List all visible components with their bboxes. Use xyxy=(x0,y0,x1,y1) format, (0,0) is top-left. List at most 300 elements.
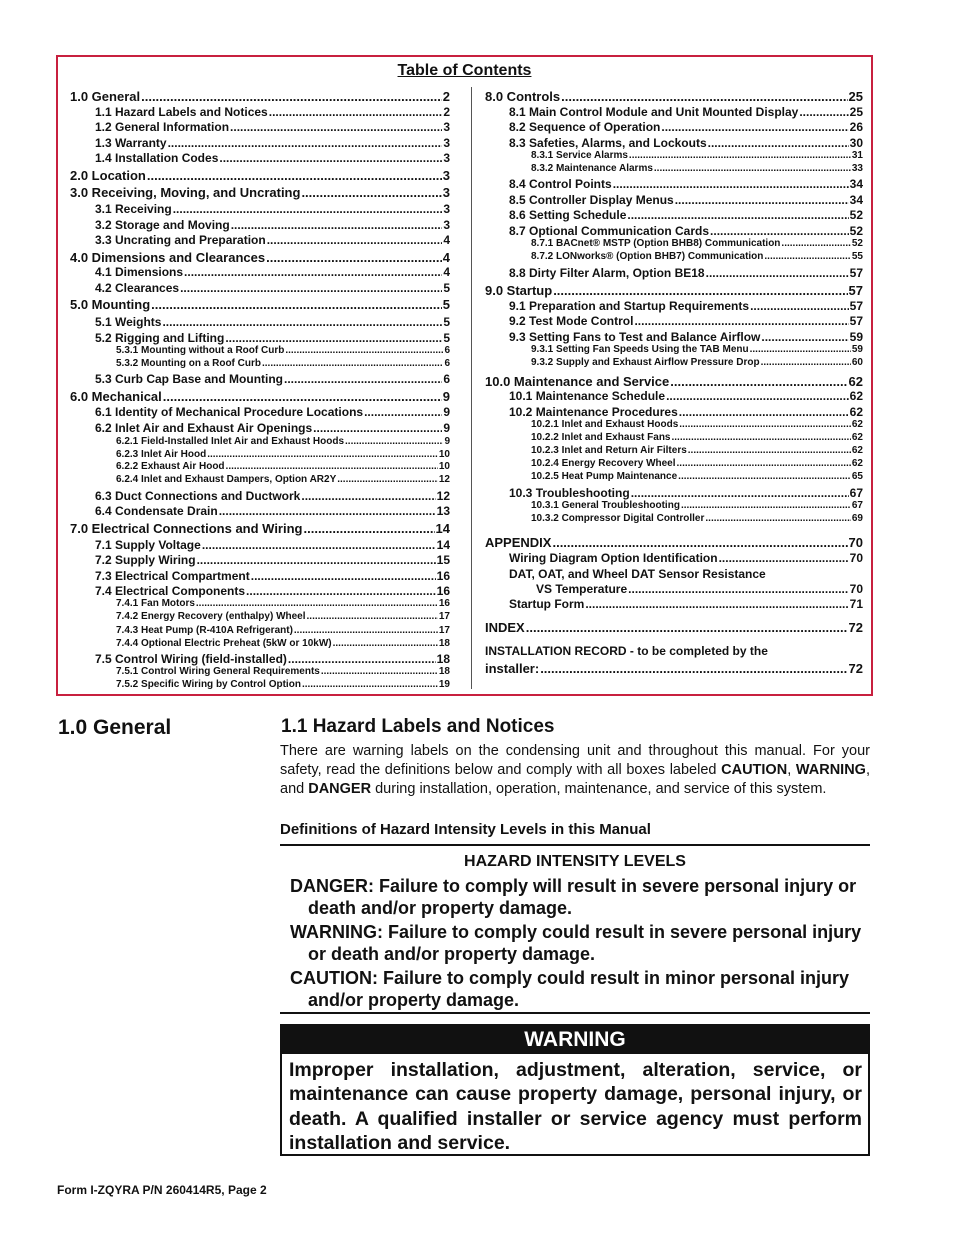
toc-entry-page: 5 xyxy=(443,331,450,345)
toc-entry-page: 26 xyxy=(849,120,863,134)
toc-leader-dots xyxy=(679,419,851,430)
toc-entry-title: 9.3 Setting Fans to Test and Balance Airflow xyxy=(509,330,761,344)
toc-entry-page: 10 xyxy=(438,449,450,460)
toc-entry-page: 60 xyxy=(851,357,863,368)
toc-entry-page: 2 xyxy=(443,105,450,119)
toc-entry-page: 55 xyxy=(851,251,863,262)
toc-entry[interactable] xyxy=(531,471,863,482)
toc-entry[interactable] xyxy=(95,265,450,279)
toc-leader-dots xyxy=(225,331,442,345)
toc-entry-page: 67 xyxy=(851,500,863,511)
toc-entry[interactable] xyxy=(95,538,450,552)
toc-entry[interactable] xyxy=(509,193,863,207)
toc-entry-page: 3 xyxy=(443,202,450,216)
toc-entry-title: 3.2 Storage and Moving xyxy=(95,218,230,232)
toc-entry-title: 10.2.4 Energy Recovery Wheel xyxy=(531,458,676,469)
toc-leader-dots xyxy=(180,281,442,295)
toc-entry-title: 9.3.2 Supply and Exhaust Airflow Pressure Drop xyxy=(531,357,760,368)
toc-entry-title: 9.0 Startup xyxy=(485,283,553,298)
toc-entry-page: 12 xyxy=(438,474,450,485)
toc-entry[interactable] xyxy=(70,185,450,200)
toc-entry-page: 52 xyxy=(849,224,863,238)
toc-leader-dots xyxy=(262,358,443,369)
toc-entry[interactable] xyxy=(95,281,450,295)
toc-entry-title: Wiring Diagram Option Identification xyxy=(509,551,718,565)
toc-entry[interactable] xyxy=(116,598,450,609)
toc-entry-title: 8.7.1 BACnet® MSTP (Option BHB8) Communication xyxy=(531,238,781,249)
toc-entry[interactable] xyxy=(509,330,863,344)
toc-leader-dots xyxy=(231,218,443,232)
caution-term: CAUTION xyxy=(721,762,788,778)
toc-entry-page: 3 xyxy=(443,151,450,165)
toc-leader-dots xyxy=(761,357,851,368)
toc-entry-title: 6.2.1 Field-Installed Inlet Air and Exhaust Hoods xyxy=(116,436,345,447)
toc-leader-dots xyxy=(230,120,442,134)
toc-entry[interactable]: INSTALLATION RECORD - to be completed by the xyxy=(485,644,768,658)
toc-leader-dots xyxy=(688,445,851,456)
toc-entry-page: 3 xyxy=(443,218,450,232)
toc-entry-page: 33 xyxy=(851,163,863,174)
toc-entry-title: 8.7.2 LONworks® (Option BHB7) Communication xyxy=(531,251,764,262)
toc-entry-page: 9 xyxy=(443,405,450,419)
toc-leader-dots xyxy=(750,344,851,355)
toc-entry-page: 72 xyxy=(848,661,863,676)
toc-leader-dots xyxy=(202,538,436,552)
toc-entry-page: 62 xyxy=(849,405,863,419)
toc-entry-title: 1.0 General xyxy=(70,89,141,104)
toc-entry-page: 9 xyxy=(442,389,450,404)
toc-leader-dots xyxy=(163,389,442,404)
toc-entry[interactable] xyxy=(531,458,863,469)
toc-entry[interactable] xyxy=(95,331,450,345)
toc-entry[interactable] xyxy=(95,120,450,134)
toc-entry[interactable] xyxy=(95,504,450,518)
toc-entry-page: 4 xyxy=(442,250,450,265)
toc-leader-dots xyxy=(627,208,848,222)
toc-leader-dots xyxy=(705,513,850,524)
warning-text: Improper installation, adjustment, alteration, service, or maintenance can cause property damage, personal injury, or death. A qualified installer or service agency must perform installation and service. xyxy=(289,1059,862,1154)
toc-entry[interactable] xyxy=(95,553,450,567)
toc-entry-title: 1.1 Hazard Labels and Notices xyxy=(95,105,268,119)
toc-leader-dots xyxy=(675,193,849,207)
toc-entry[interactable] xyxy=(509,597,863,611)
toc-entry[interactable] xyxy=(95,489,450,503)
toc-entry[interactable] xyxy=(531,513,863,524)
toc-entry[interactable] xyxy=(509,314,863,328)
toc-entry-title: 3.1 Receiving xyxy=(95,202,172,216)
toc-leader-dots xyxy=(666,389,849,403)
toc-entry[interactable] xyxy=(116,638,450,649)
toc-entry-page: 25 xyxy=(848,89,863,104)
toc-leader-dots xyxy=(168,136,443,150)
toc-entry[interactable] xyxy=(531,344,863,355)
toc-leader-dots xyxy=(585,597,848,611)
toc-entry[interactable] xyxy=(531,419,863,430)
toc-leader-dots xyxy=(219,151,442,165)
toc-entry-page: 17 xyxy=(438,611,450,622)
toc-entry-page: 70 xyxy=(849,582,863,596)
toc-entry-title: 4.1 Dimensions xyxy=(95,265,184,279)
toc-leader-dots xyxy=(219,504,436,518)
toc-entry-title: 9.3.1 Setting Fan Speeds Using the TAB Menu xyxy=(531,344,749,355)
toc-entry-title: 1.3 Warranty xyxy=(95,136,167,150)
intro-text: during installation, operation, maintenance, and service of this system. xyxy=(371,781,827,797)
toc-leader-dots xyxy=(750,299,849,313)
toc-entry-title: INDEX xyxy=(485,620,525,635)
toc-entry[interactable] xyxy=(70,250,450,265)
toc-entry-page: 3 xyxy=(443,120,450,134)
toc-entry-title: 8.5 Controller Display Menus xyxy=(509,193,674,207)
toc-entry[interactable] xyxy=(116,449,450,460)
toc-entry-page: 5 xyxy=(443,315,450,329)
toc-leader-dots xyxy=(173,202,443,216)
toc-entry[interactable] xyxy=(95,136,450,150)
toc-entry-page: 34 xyxy=(849,177,863,191)
toc-entry-title: 6.0 Mechanical xyxy=(70,389,162,404)
toc-leader-dots xyxy=(307,611,438,622)
toc-entry[interactable] xyxy=(116,611,450,622)
toc-entry[interactable] xyxy=(509,389,863,403)
toc-entry[interactable] xyxy=(95,202,450,216)
toc-entry-title: 6.4 Condensate Drain xyxy=(95,504,218,518)
toc-entry[interactable] xyxy=(531,163,863,174)
warning-box xyxy=(280,1024,870,1156)
toc-leader-dots xyxy=(561,89,847,104)
toc-entry-title: 7.3 Electrical Compartment xyxy=(95,569,250,583)
toc-entry[interactable] xyxy=(531,445,863,456)
toc-entry-page: 59 xyxy=(851,344,863,355)
toc-entry[interactable] xyxy=(95,218,450,232)
toc-entry[interactable] xyxy=(509,120,863,134)
toc-entry[interactable] xyxy=(509,177,863,191)
toc-entry-title: 3.0 Receiving, Moving, and Uncrating xyxy=(70,185,301,200)
toc-entry-page: 19 xyxy=(438,679,450,690)
toc-leader-dots xyxy=(313,421,442,435)
toc-entry[interactable] xyxy=(116,679,450,690)
toc-entry-page: 69 xyxy=(851,513,863,524)
toc-entry-page: 70 xyxy=(848,535,863,550)
toc-entry-title: 7.5.1 Control Wiring General Requirements xyxy=(116,666,320,677)
toc-leader-dots xyxy=(162,315,442,329)
toc-entry-title: 10.2 Maintenance Procedures xyxy=(509,405,678,419)
toc-entry-page: 14 xyxy=(436,538,450,552)
toc-entry-page: 4 xyxy=(443,233,450,247)
toc-entry[interactable] xyxy=(95,372,450,386)
toc-entry[interactable] xyxy=(116,345,450,356)
toc-entry-title: 5.2 Rigging and Lifting xyxy=(95,331,225,345)
toc-leader-dots xyxy=(681,500,851,511)
toc-entry-title: 8.6 Setting Schedule xyxy=(509,208,627,222)
toc-entry[interactable] xyxy=(509,551,863,565)
toc-leader-dots xyxy=(288,652,436,666)
toc-entry-title: 9.1 Preparation and Startup Requirements xyxy=(509,299,750,313)
toc-entry-title: 6.2.2 Exhaust Air Hood xyxy=(116,461,225,472)
caution-definition: CAUTION: Failure to comply could result in minor personal injury and/or property damage. xyxy=(290,968,850,1010)
toc-entry-page: 15 xyxy=(436,553,450,567)
toc-entry[interactable] xyxy=(116,461,450,472)
intro-paragraph xyxy=(280,742,870,799)
toc-entry-title: 5.3.2 Mounting on a Roof Curb xyxy=(116,358,261,369)
toc-entry[interactable] xyxy=(116,474,450,485)
toc-entry[interactable] xyxy=(485,89,863,104)
toc-entry-page: 17 xyxy=(438,625,450,636)
toc-entry-page: 62 xyxy=(851,458,863,469)
subsection-heading: 1.1 Hazard Labels and Notices xyxy=(281,716,555,737)
toc-leader-dots xyxy=(226,461,438,472)
toc-entry[interactable] xyxy=(531,500,863,511)
toc-entry-page: 57 xyxy=(849,314,863,328)
toc-entry-page: 57 xyxy=(849,299,863,313)
toc-leader-dots xyxy=(677,458,851,469)
toc-entry-page: 31 xyxy=(851,150,863,161)
toc-entry-title: 6.2 Inlet Air and Exhaust Air Openings xyxy=(95,421,313,435)
toc-entry[interactable] xyxy=(95,421,450,435)
toc-entry-title: 7.4.2 Energy Recovery (enthalpy) Wheel xyxy=(116,611,306,622)
toc-entry-title: 3.3 Uncrating and Preparation xyxy=(95,233,266,247)
toc-entry[interactable] xyxy=(95,405,450,419)
toc-leader-dots xyxy=(345,436,443,447)
toc-entry-title: 8.2 Sequence of Operation xyxy=(509,120,661,134)
toc-entry[interactable] xyxy=(509,105,863,119)
toc-column-divider xyxy=(471,87,472,689)
toc-leader-dots xyxy=(661,120,848,134)
toc-entry[interactable] xyxy=(95,151,450,165)
toc-entry[interactable] xyxy=(95,105,450,119)
toc-entry-page: 9 xyxy=(444,436,450,447)
toc-entry-page: 62 xyxy=(848,374,863,389)
toc-entry[interactable] xyxy=(531,238,863,249)
toc-entry[interactable] xyxy=(95,315,450,329)
toc-entry[interactable] xyxy=(531,357,863,368)
toc-entry-title: 8.3.1 Service Alarms xyxy=(531,150,628,161)
toc-entry-title: 10.0 Maintenance and Service xyxy=(485,374,670,389)
toc-entry[interactable] xyxy=(116,358,450,369)
table-of-contents xyxy=(56,55,873,696)
toc-leader-dots xyxy=(708,136,849,150)
toc-entry-page: 59 xyxy=(849,330,863,344)
hazard-levels-box xyxy=(280,844,870,1014)
toc-entry-page: 65 xyxy=(851,471,863,482)
toc-entry[interactable] xyxy=(485,374,863,389)
toc-entry-title: 10.2.3 Inlet and Return Air Filters xyxy=(531,445,687,456)
toc-entry-title: 5.3 Curb Cap Base and Mounting xyxy=(95,372,284,386)
toc-entry-page: 2 xyxy=(442,89,450,104)
toc-leader-dots xyxy=(364,405,442,419)
toc-leader-dots xyxy=(207,449,438,460)
toc-entry-title: APPENDIX xyxy=(485,535,552,550)
toc-entry[interactable] xyxy=(509,208,863,222)
toc-entry[interactable] xyxy=(509,136,863,150)
toc-entry-title: 8.1 Main Control Module and Unit Mounted Display xyxy=(509,105,799,119)
toc-leader-dots xyxy=(799,105,848,119)
toc-entry-title: 7.4 Electrical Components xyxy=(95,584,246,598)
toc-leader-dots xyxy=(613,177,849,191)
toc-entry[interactable] xyxy=(485,620,863,635)
toc-leader-dots xyxy=(552,535,847,550)
toc-leader-dots xyxy=(304,521,435,536)
toc-entry-page: 13 xyxy=(436,504,450,518)
toc-entry-title: 5.0 Mounting xyxy=(70,297,151,312)
toc-entry-title: 10.3 Troubleshooting xyxy=(509,486,630,500)
toc-title: Table of Contents xyxy=(397,62,532,79)
hazard-levels-title: HAZARD INTENSITY LEVELS xyxy=(464,853,686,870)
toc-leader-dots xyxy=(678,471,851,482)
toc-entry[interactable] xyxy=(70,168,450,183)
toc-leader-dots xyxy=(540,661,847,676)
toc-entry[interactable] xyxy=(116,625,450,636)
toc-entry-page: 52 xyxy=(851,238,863,249)
toc-entry-page: 18 xyxy=(436,652,450,666)
toc-leader-dots xyxy=(337,474,438,485)
toc-entry-title: 10.2.2 Inlet and Exhaust Fans xyxy=(531,432,671,443)
toc-entry[interactable] xyxy=(95,584,450,598)
toc-entry-title: 6.3 Duct Connections and Ductwork xyxy=(95,489,301,503)
toc-entry-page: 71 xyxy=(849,597,863,611)
toc-entry-page: 6 xyxy=(443,372,450,386)
toc-entry[interactable] xyxy=(485,283,863,298)
warning-term: WARNING xyxy=(795,762,866,778)
toc-entry-title: 8.4 Control Points xyxy=(509,177,612,191)
toc-entry-title: 6.2.4 Inlet and Exhaust Dampers, Option AR2Y xyxy=(116,474,337,485)
toc-entry[interactable] xyxy=(485,661,863,676)
toc-leader-dots xyxy=(147,168,442,183)
toc-entry-title: 5.1 Weights xyxy=(95,315,162,329)
toc-entry-title: 4.2 Clearances xyxy=(95,281,180,295)
section-heading: 1.0 General xyxy=(58,716,172,739)
toc-entry-page: 16 xyxy=(436,569,450,583)
toc-entry-title: 7.2 Supply Wiring xyxy=(95,553,196,567)
toc-leader-dots xyxy=(631,486,849,500)
toc-entry[interactable] xyxy=(536,582,863,596)
toc-entry-title: 8.7 Optional Communication Cards xyxy=(509,224,710,238)
toc-entry[interactable] xyxy=(509,405,863,419)
toc-entry[interactable] xyxy=(70,89,450,104)
toc-entry-page: 18 xyxy=(438,638,450,649)
toc-entry-title: 4.0 Dimensions and Clearances xyxy=(70,250,266,265)
toc-leader-dots xyxy=(267,233,443,247)
danger-definition: DANGER: Failure to comply will result in severe personal injury or death and/or property damage. xyxy=(290,876,857,918)
toc-entry-title: 8.8 Dirty Filter Alarm, Option BE18 xyxy=(509,266,705,280)
toc-leader-dots xyxy=(719,551,849,565)
toc-entry-page: 6 xyxy=(444,345,450,356)
toc-entry-title: 7.1 Supply Voltage xyxy=(95,538,201,552)
toc-entry-page: 3 xyxy=(442,168,450,183)
toc-leader-dots xyxy=(526,620,848,635)
toc-entry-page: 14 xyxy=(435,521,450,536)
toc-entry-title: 10.3.2 Compressor Digital Controller xyxy=(531,513,705,524)
toc-entry-title: 6.1 Identity of Mechanical Procedure Locations xyxy=(95,405,364,419)
intro-text: , and xyxy=(280,762,870,797)
toc-entry-title: 7.4.4 Optional Electric Preheat (5kW or 10kW) xyxy=(116,638,332,649)
toc-entry-page: 3 xyxy=(442,185,450,200)
toc-entry-page: 5 xyxy=(443,281,450,295)
toc-entry[interactable] xyxy=(95,233,450,247)
toc-entry[interactable]: DAT, OAT, and Wheel DAT Sensor Resistance xyxy=(509,567,766,581)
toc-leader-dots xyxy=(266,250,442,265)
toc-leader-dots xyxy=(553,283,847,298)
toc-entry-title: 10.2.1 Inlet and Exhaust Hoods xyxy=(531,419,679,430)
toc-entry-page: 57 xyxy=(849,266,863,280)
toc-entry[interactable] xyxy=(70,389,450,404)
toc-leader-dots xyxy=(781,238,850,249)
toc-entry-page: 67 xyxy=(849,486,863,500)
toc-entry-page: 12 xyxy=(436,489,450,503)
toc-entry-page: 6 xyxy=(444,358,450,369)
toc-entry-page: 72 xyxy=(848,620,863,635)
toc-entry-page: 3 xyxy=(443,136,450,150)
toc-entry-page: 62 xyxy=(849,389,863,403)
warning-label: WARNING xyxy=(282,1026,868,1054)
toc-entry-title: 9.2 Test Mode Control xyxy=(509,314,634,328)
toc-entry[interactable] xyxy=(509,224,863,238)
toc-leader-dots xyxy=(629,150,851,161)
toc-entry-title: 10.3.1 General Troubleshooting xyxy=(531,500,680,511)
toc-entry-page: 62 xyxy=(851,445,863,456)
toc-entry-title: 7.5 Control Wiring (field-installed) xyxy=(95,652,287,666)
toc-entry-title: 7.0 Electrical Connections and Wiring xyxy=(70,521,303,536)
toc-entry[interactable] xyxy=(116,436,450,447)
intro-text: , xyxy=(787,762,796,778)
toc-entry[interactable] xyxy=(70,521,450,536)
toc-leader-dots xyxy=(151,297,442,312)
toc-entry[interactable] xyxy=(95,569,450,583)
toc-entry-page: 16 xyxy=(438,598,450,609)
toc-leader-dots xyxy=(246,584,436,598)
toc-entry[interactable] xyxy=(509,299,863,313)
toc-leader-dots xyxy=(197,553,436,567)
toc-entry-title: 1.4 Installation Codes xyxy=(95,151,219,165)
toc-entry[interactable] xyxy=(531,150,863,161)
toc-entry[interactable] xyxy=(485,535,863,550)
toc-leader-dots xyxy=(294,625,438,636)
toc-leader-dots xyxy=(285,345,443,356)
warning-definition: WARNING: Failure to comply could result in severe personal injury or death and/or property damage. xyxy=(290,922,862,964)
toc-entry[interactable] xyxy=(509,486,863,500)
toc-leader-dots xyxy=(654,163,851,174)
toc-entry-title: 7.5.2 Specific Wiring by Control Option xyxy=(116,679,301,690)
toc-entry[interactable] xyxy=(70,297,450,312)
toc-entry-page: 57 xyxy=(848,283,863,298)
toc-entry-title: 8.3 Safeties, Alarms, and Lockouts xyxy=(509,136,707,150)
toc-leader-dots xyxy=(301,185,441,200)
toc-entry-title: installer: xyxy=(485,661,540,676)
toc-entry[interactable] xyxy=(531,251,863,262)
danger-term: DANGER xyxy=(308,781,372,797)
toc-leader-dots xyxy=(302,679,438,690)
toc-entry[interactable] xyxy=(531,432,863,443)
toc-entry[interactable] xyxy=(116,666,450,677)
toc-leader-dots xyxy=(269,105,443,119)
toc-leader-dots xyxy=(764,251,850,262)
toc-entry-title: 10.1 Maintenance Schedule xyxy=(509,389,666,403)
toc-leader-dots xyxy=(761,330,848,344)
toc-leader-dots xyxy=(196,598,438,609)
toc-entry[interactable] xyxy=(509,266,863,280)
toc-leader-dots xyxy=(670,374,847,389)
toc-entry-page: 62 xyxy=(851,432,863,443)
toc-leader-dots xyxy=(184,265,442,279)
toc-entry-title: 6.2.3 Inlet Air Hood xyxy=(116,449,207,460)
toc-entry-page: 34 xyxy=(849,193,863,207)
toc-entry-title: 7.4.3 Heat Pump (R-410A Refrigerant) xyxy=(116,625,293,636)
toc-entry-page: 16 xyxy=(436,584,450,598)
toc-entry[interactable] xyxy=(95,652,450,666)
toc-entry-page: 4 xyxy=(443,265,450,279)
toc-entry-page: 62 xyxy=(851,419,863,430)
toc-entry-page: 25 xyxy=(849,105,863,119)
toc-leader-dots xyxy=(710,224,849,238)
toc-entry-page: 9 xyxy=(443,421,450,435)
